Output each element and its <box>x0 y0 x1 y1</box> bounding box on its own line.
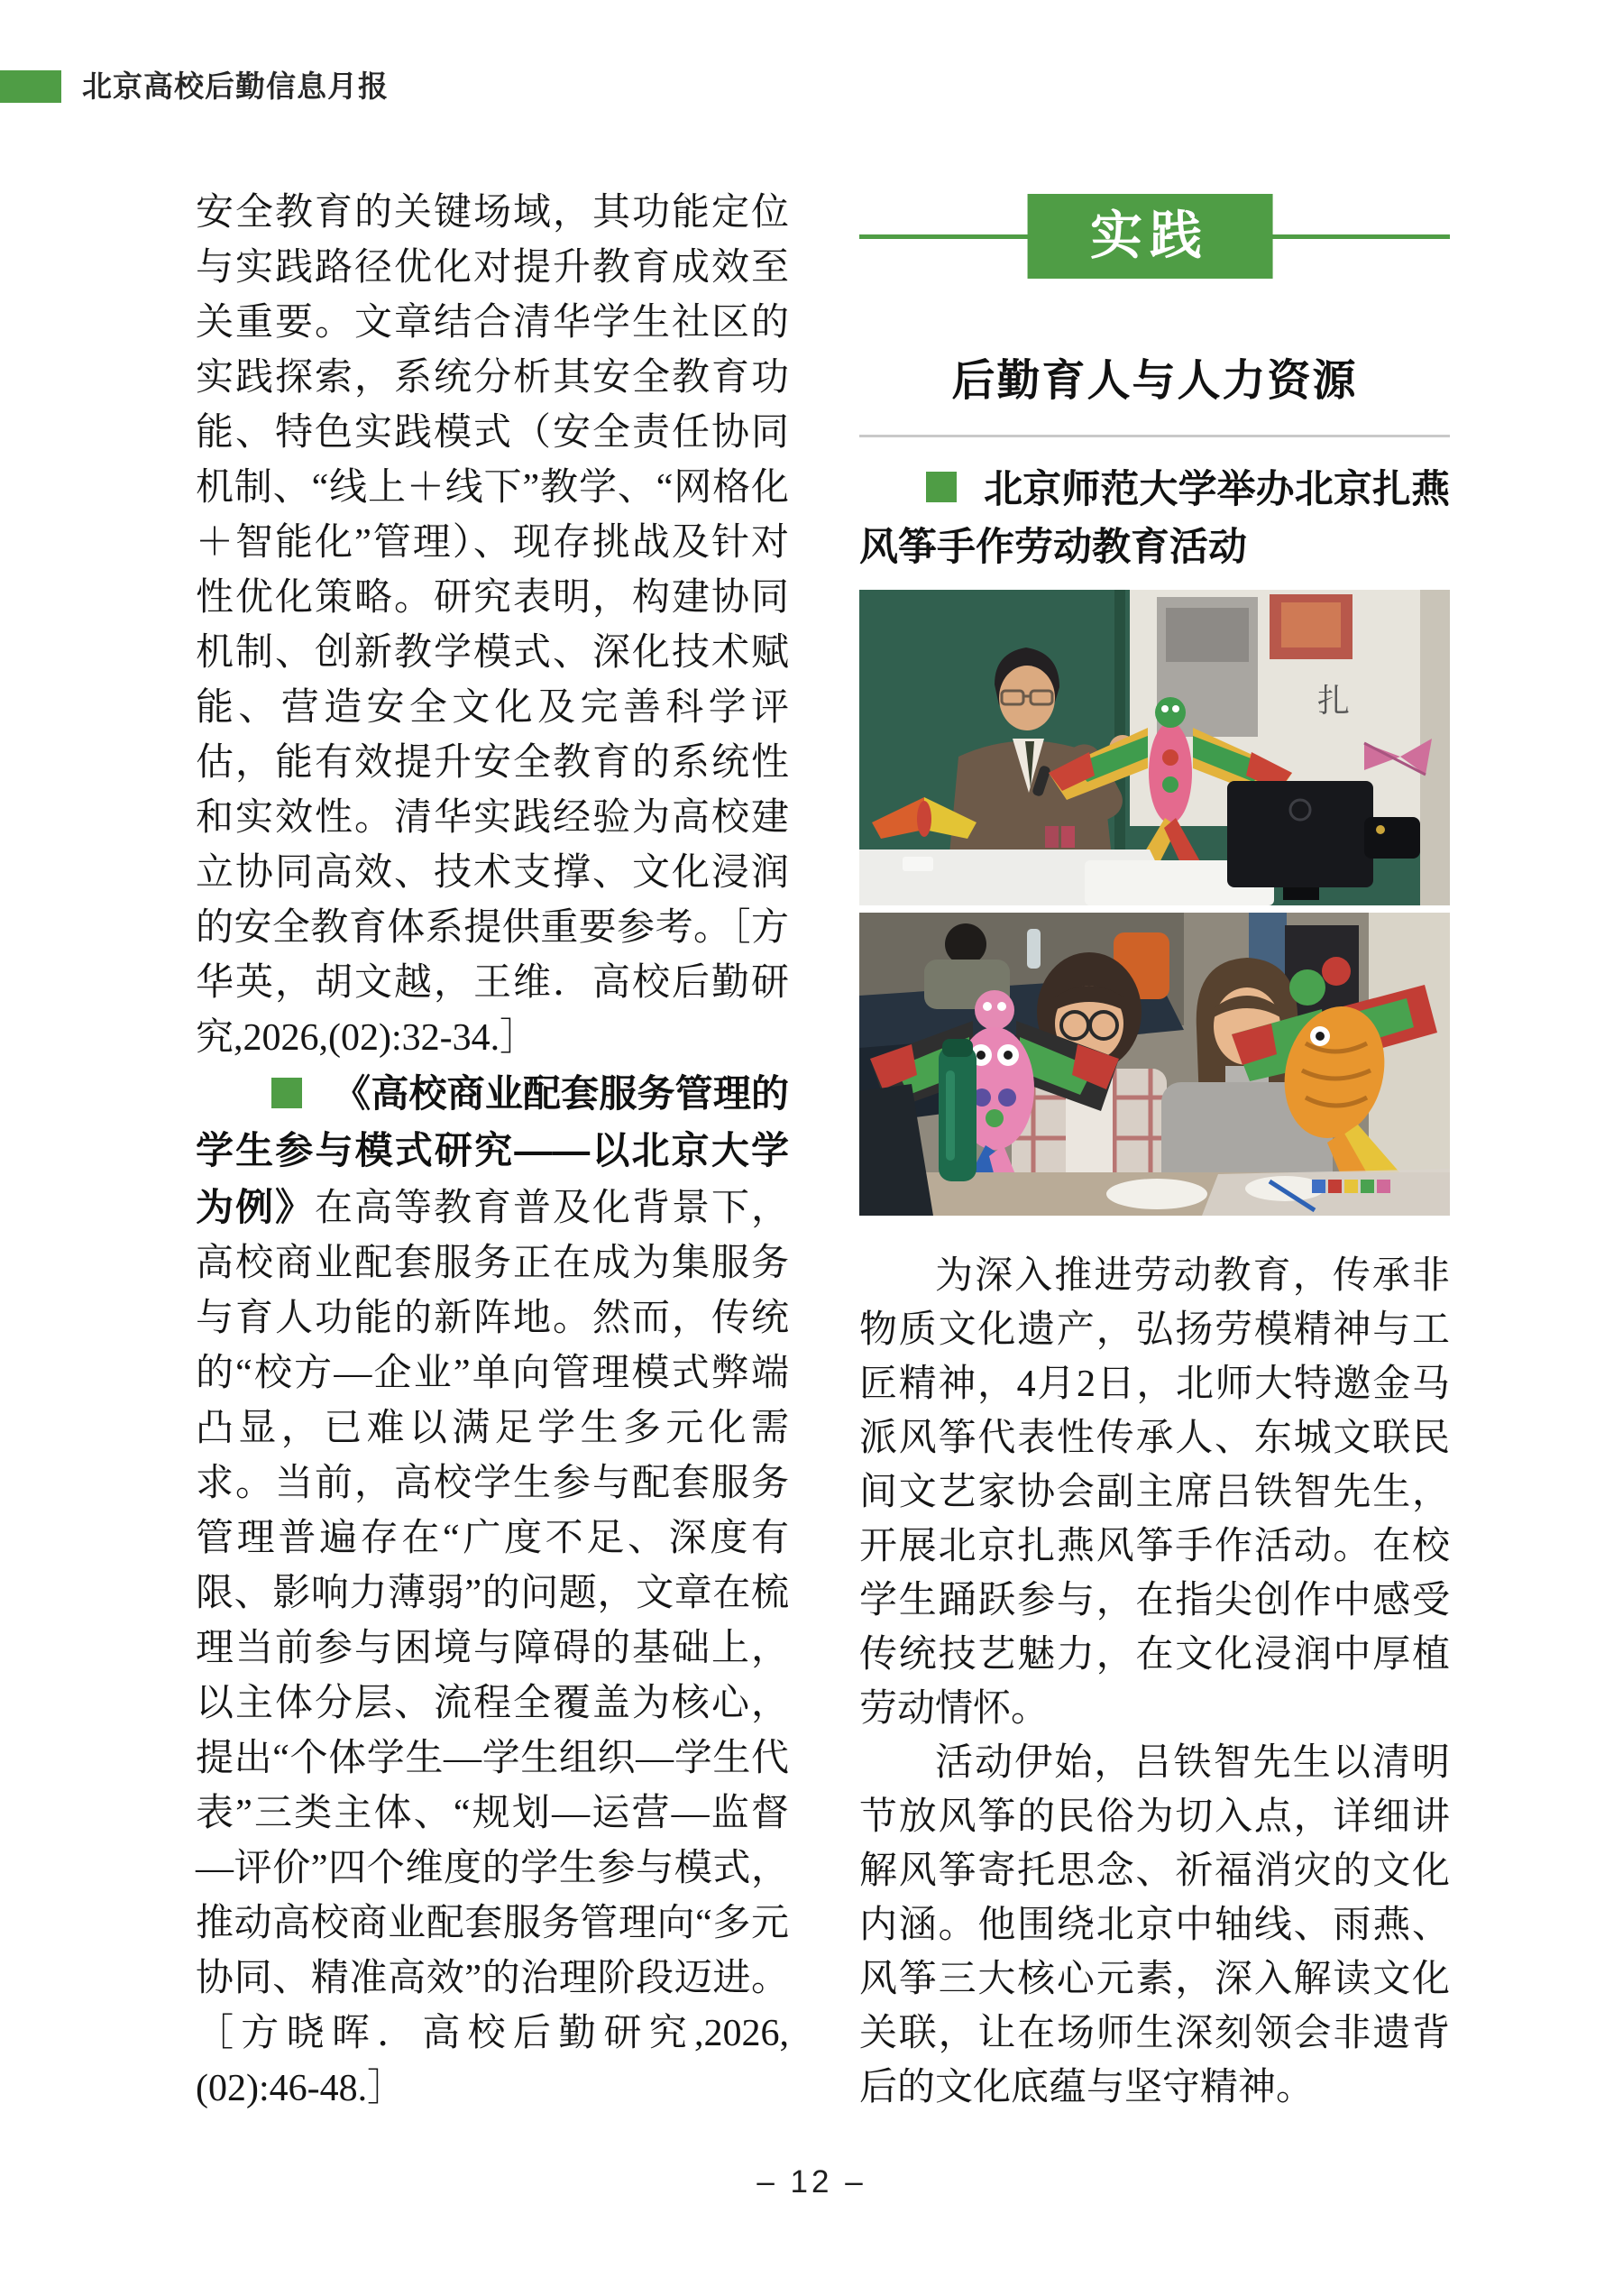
thermos-bottle <box>939 1039 977 1181</box>
photo-students-kites <box>859 913 1450 1216</box>
right-column <box>859 189 1450 2115</box>
article-headline-text: 北京师范大学举办北京扎燕风筝手作劳动教育活动 <box>859 468 1450 569</box>
article-headline <box>859 461 1450 576</box>
photo-kite-lecture <box>859 590 1450 905</box>
article-abstract-paragraph: 安全教育的关键场域，其功能定位与实践路径优化对提升教育成效至关重要。文章结合清华学生社区的实践探索，系统分析其安全教育功能、特色实践模式（安全责任协同机制、“线上＋线下”教学、“网格化＋智能化”管理）、现存挑战及针对性优化策略。研究表明，构建协同机制、创新教学模式、深化技术赋能、营造安全文化及完善科学评估，能有效提升安全教育的系统性和实效性。清华实践经验为高校建立协同高效、技术支撑、文化浸润的安全教育体系提供重要参考。［方华英，胡文越，王维．高校后勤研究,2026,(02):32-34.］ <box>196 192 789 1059</box>
screen-character: 扎 <box>1317 683 1351 719</box>
article-paragraph: 为深入推进劳动教育，传承非物质文化遗产，弘扬劳模精神与工匠精神，4月2日，北师大特邀金马派风筝代表性传承人、东城文联民间文艺家协会副主席吕铁智先生，开展北京扎燕风筝手作活动。在校学生踊跃参与，在指尖创作中感受传统技艺魅力，在文化浸润中厚植劳动情怀。 <box>859 1255 1450 1730</box>
green-square-bullet-icon <box>271 1078 302 1108</box>
masthead-title: 北京高校后勤信息月报 <box>82 69 389 103</box>
article-paragraph: 活动伊始，吕铁智先生以清明节放风筝的民俗为切入点，详细讲解风筝寄托思念、祈福消灾的文化内涵。他围绕北京中轴线、雨燕、风筝三大核心元素，深入解读文化关联，让在场师生深刻领会非遗背后的文化底蕴与坚守精神。 <box>859 1742 1450 2108</box>
article-abstract-item <box>196 1066 789 2117</box>
left-column <box>196 186 789 2117</box>
green-square-bullet-icon <box>926 472 957 502</box>
masthead-green-block-icon <box>0 70 61 103</box>
section-divider <box>859 435 1450 437</box>
section-badge-row <box>859 194 1450 279</box>
section-title: 后勤育人与人力资源 <box>951 357 1358 405</box>
cited-paper-title: 《高校商业配套服务管理的学生参与模式研究——以北京大学为例》 <box>196 1072 789 1228</box>
section-badge: 实践 <box>1027 194 1272 279</box>
cited-paper-abstract: 在高等教育普及化背景下，高校商业配套服务正在成为集服务与育人功能的新阵地。然而，传统的“校方—企业”单向管理模式弊端凸显，已难以满足学生多元化需求。当前，高校学生参与配套服务管理普遍存在“广度不足、深度有限、影响力薄弱”的问题，文章在梳理当前参与困境与障碍的基础上，以主体分层、流程全覆盖为核心，提出“个体学生—学生组织—学生代表”三类主体、“规划—运营—监督—评价”四个维度的学生参与模式，推动高校商业配套服务管理向“多元协同、精准高效”的治理阶段迈进。［方晓晖．高校后勤研究,2026,(02):46-48.］ <box>196 1188 789 2109</box>
page-number: – 12 – <box>756 2164 867 2200</box>
